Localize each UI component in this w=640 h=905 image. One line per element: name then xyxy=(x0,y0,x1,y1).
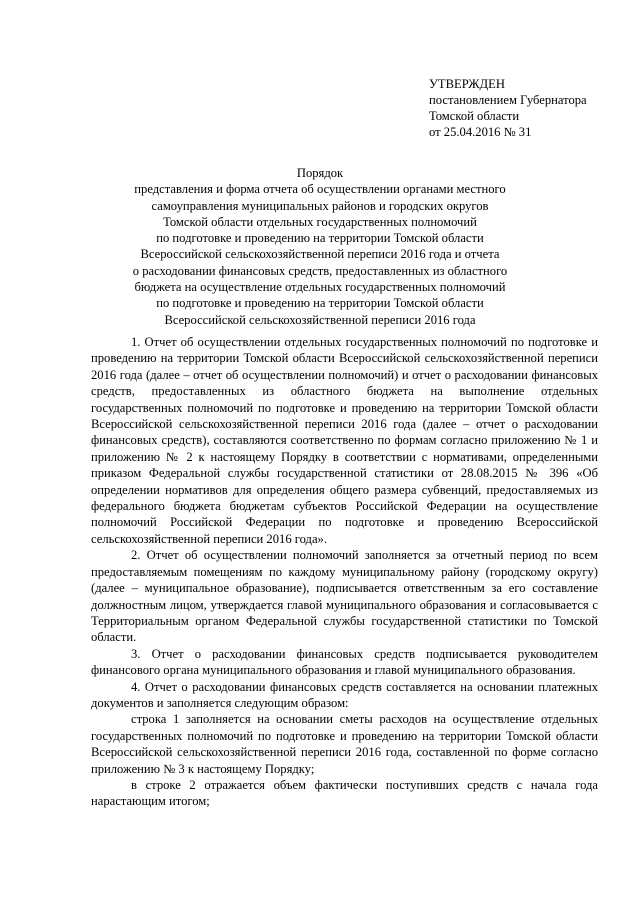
title-line: бюджета на осуществление отдельных государственных полномочий xyxy=(134,280,506,295)
paragraph-2: 2. Отчет об осуществлении полномочий заполняется за отчетный период по всем предоставляемым помещениям по каждому муниципальному району (городскому округу) (далее – муниципальное образование), подписывается ответственным за его составление должностным лицом, утверждается главой муниципального образования и согласовывается с Территориальным органом Федеральной службы государственной статистики по Томской области. xyxy=(91,548,598,645)
title-line: Всероссийской сельскохозяйственной переписи 2016 года xyxy=(164,312,476,327)
approval-heading: УТВЕРЖДЕН xyxy=(429,77,505,91)
title-line: самоуправления муниципальных районов и городских округов xyxy=(151,198,489,213)
title-line: по подготовке и проведению на территории Томской области xyxy=(156,296,484,311)
title-line: по подготовке и проведению на территории Томской области xyxy=(156,231,484,246)
approval-date-line: от 25.04.2016 № 31 xyxy=(429,125,532,139)
title-line: Всероссийской сельскохозяйственной переписи 2016 года и отчета xyxy=(140,247,500,262)
document-title xyxy=(80,165,560,328)
title-line: Томской области отдельных государственных полномочий xyxy=(163,214,477,229)
document-body xyxy=(91,334,598,810)
paragraph-1: 1. Отчет об осуществлении отдельных государственных полномочий по подготовке и проведению на территории Томской области Всероссийской сельскохозяйственной переписи 2016 года (далее – отчет об осуществлении полномочий) и отчет о расходовании финансовых средств, предоставленных из областного бюджета на выполнение отдельных государственных полномочий по подготовке и проведению на территории Томской области Всероссийской сельскохозяйственной переписи 2016 года (далее – отчет о расходовании финансовых средств), составляются соответственно по формам согласно приложению № 1 и приложению № 2 к настоящему Порядку в соответствии с нормативами, определенными приказом Федеральной службы государственной статистики от 28.08.2015 № 396 «Об определении нормативов для определения общего размера субвенций, предоставляемых из федерального бюджета бюджетам субъектов Российской Федерации на осуществление полномочий Российской Федерации по подготовке и проведению Всероссийской сельскохозяйственной переписи 2016 года». xyxy=(91,335,598,546)
paragraph-4: 4. Отчет о расходовании финансовых средств составляется на основании платежных документов и заполняется следующим образом: xyxy=(91,679,598,710)
approval-stamp xyxy=(429,76,629,140)
paragraph-line-2: в строке 2 отражается объем фактически поступивших средств с начала года нарастающим итогом; xyxy=(91,777,598,809)
paragraph-3: 3. Отчет о расходовании финансовых средств подписывается руководителем финансового органа муниципального образования и главой муниципального образования. xyxy=(91,646,598,678)
approval-region-line: Томской области xyxy=(429,109,520,123)
paragraph-line-1: строка 1 заполняется на основании сметы расходов на осуществление отдельных государственных полномочий по подготовке и проведению на территории Томской области Всероссийской сельскохозяйственной переписи 2016 года, составленной по форме согласно приложению № 3 к настоящему Порядку; xyxy=(91,712,598,776)
title-line: представления и форма отчета об осуществлении органами местного xyxy=(134,182,506,197)
title-heading: Порядок xyxy=(296,166,344,180)
title-line: о расходовании финансовых средств, предоставленных из областного xyxy=(132,263,508,278)
approval-decree-line: постановлением Губернатора xyxy=(429,93,587,107)
